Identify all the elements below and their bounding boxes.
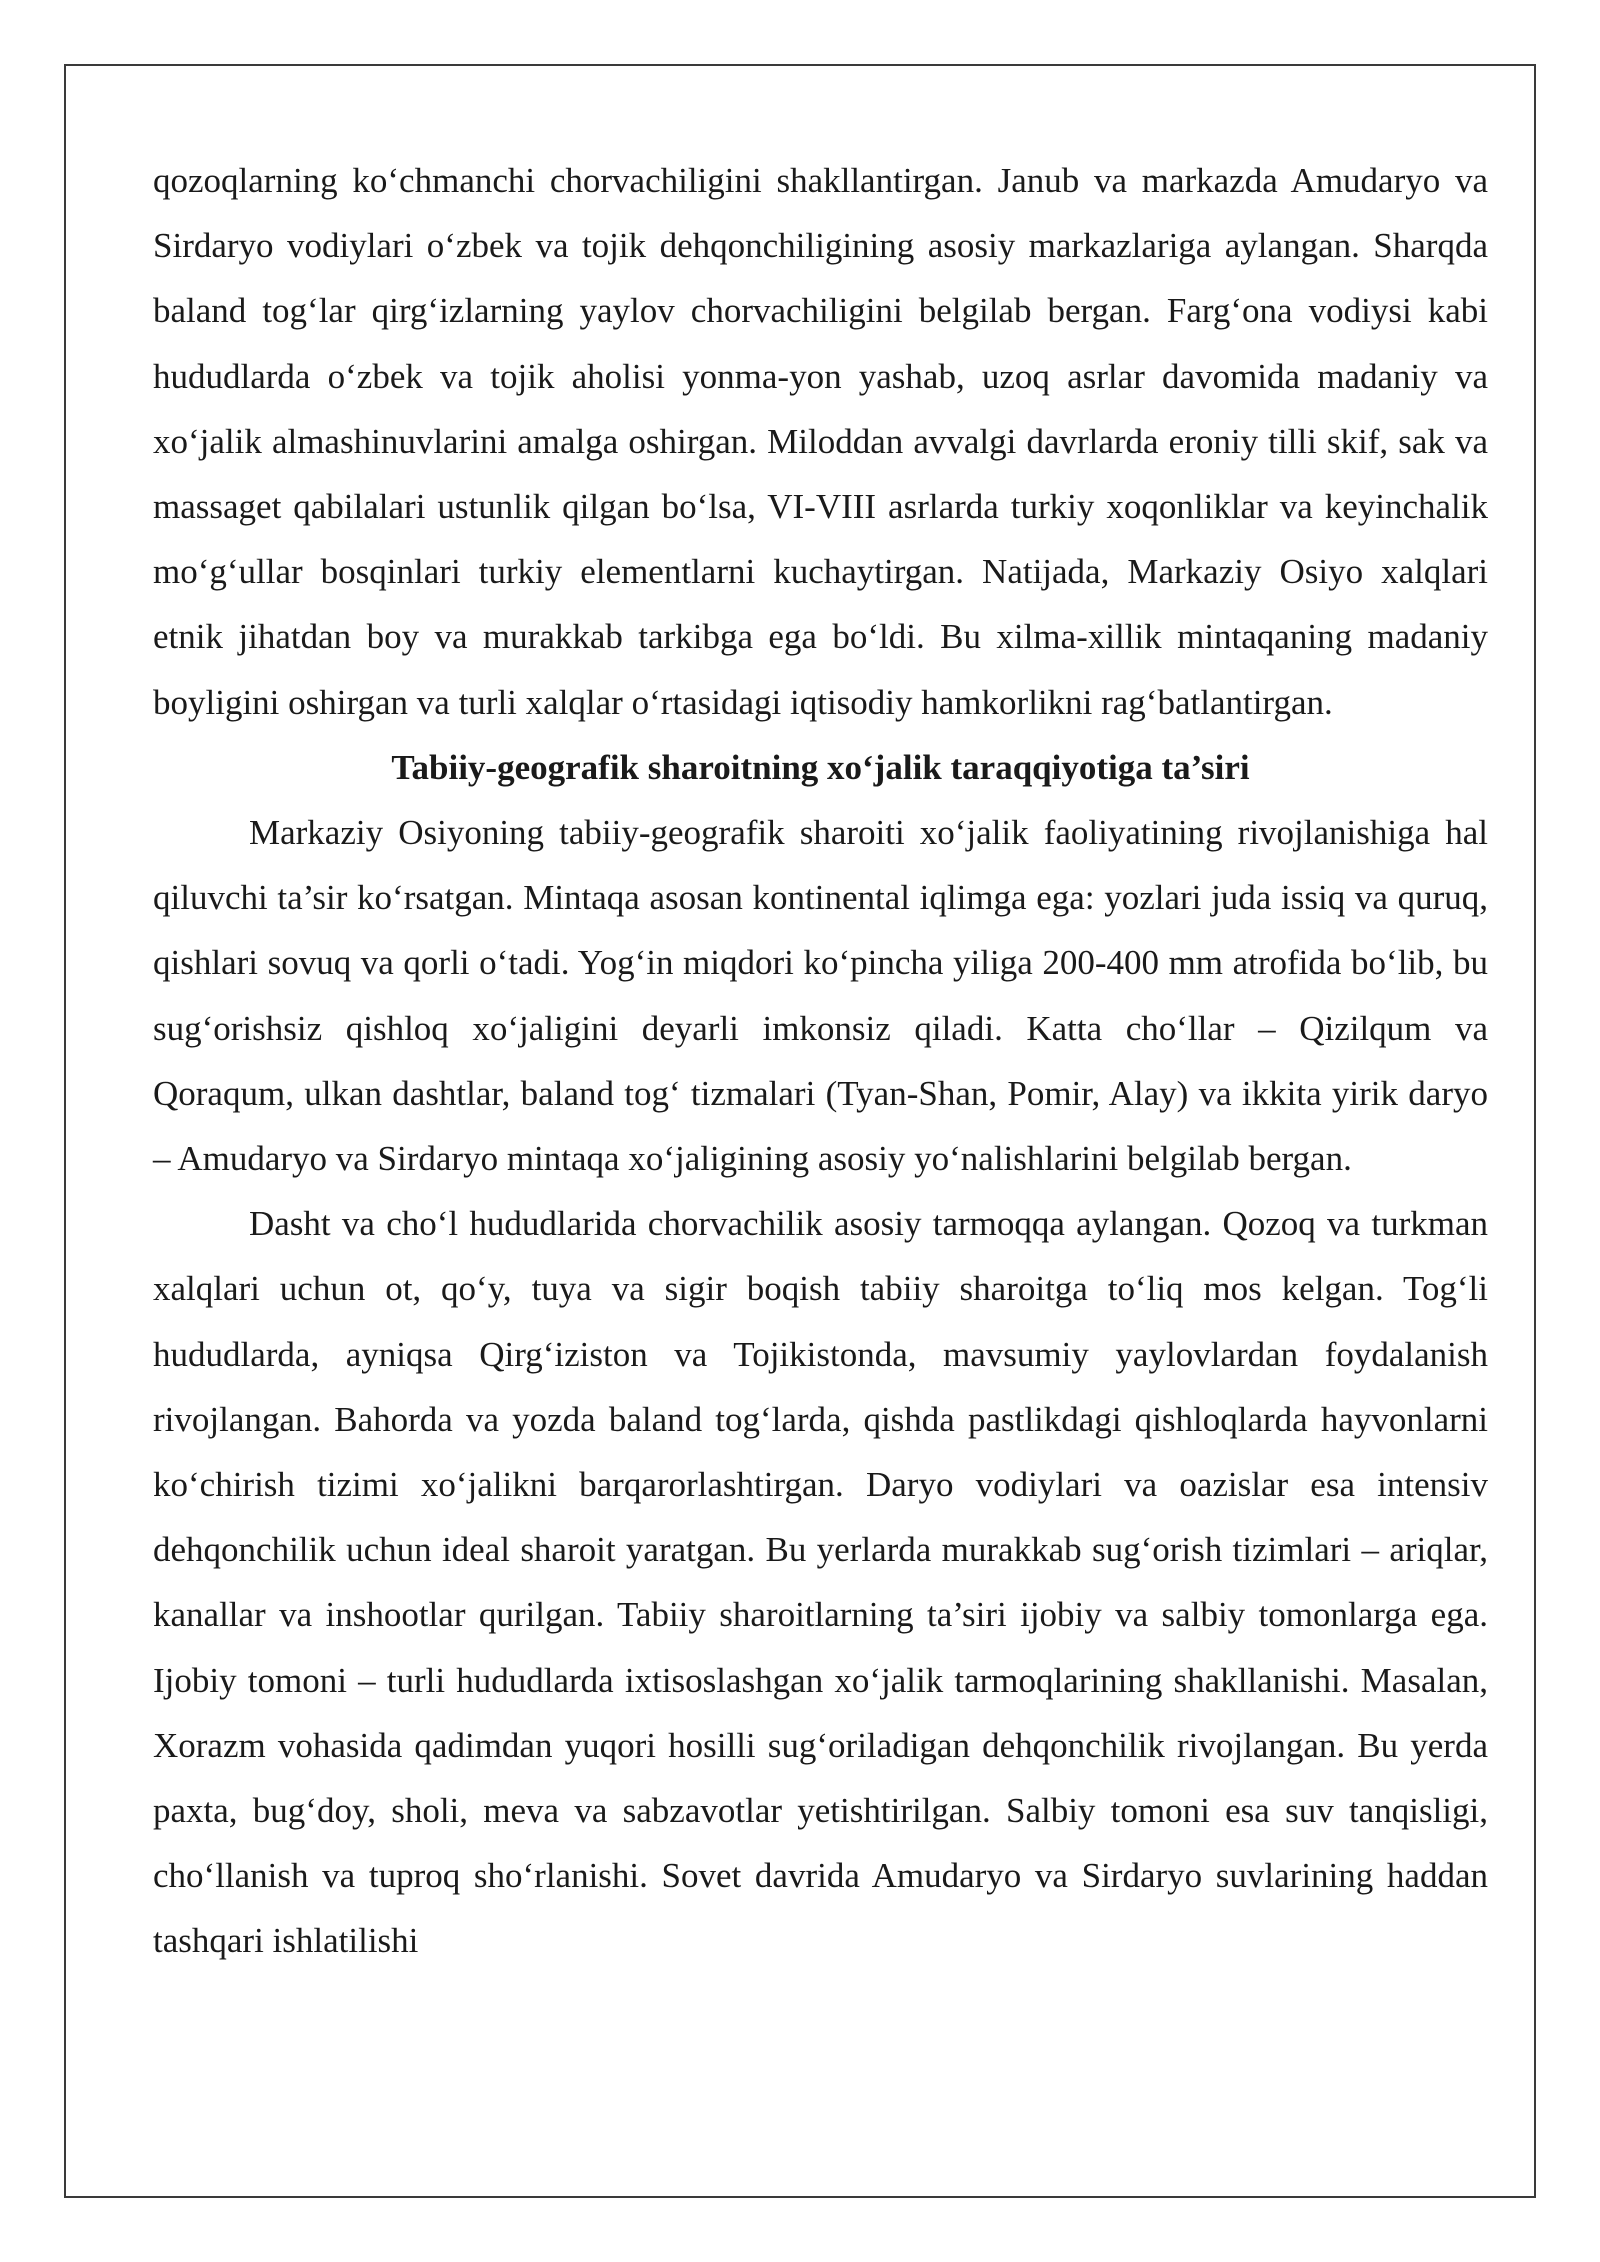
section-heading: Tabiiy-geografik sharoitning xo‘jalik taraqqiyotiga ta’siri	[391, 747, 1250, 787]
document-body	[153, 148, 1488, 1974]
paragraph-natural-conditions: Markaziy Osiyoning tabiiy-geografik sharoiti xo‘jalik faoliyatining rivojlanishiga hal qiluvchi ta’sir ko‘rsatgan. Mintaqa asosan kontinental iqlimga ega: yozlari juda issiq va quruq, qishlari sovuq va qorli o‘tadi. Yog‘in miqdori ko‘pincha yiliga 200-400 mm atrofida bo‘lib, bu sug‘orishsiz qishloq xo‘jaligini deyarli imkonsiz qiladi. Katta cho‘llar – Qizilqum va Qoraqum, ulkan dashtlar, baland tog‘ tizmalari (Tyan-Shan, Pomir, Alay) va ikkita yirik daryo – Amudaryo va Sirdaryo mintaqa xo‘jaligining asosiy yo‘nalishlarini belgilab bergan.	[153, 813, 1488, 1179]
paragraph-continuation: qozoqlarning ko‘chmanchi chorvachiligini shakllantirgan. Janub va markazda Amudaryo va Sirdaryo vodiylari o‘zbek va tojik dehqonchiligining asosiy markazlariga aylangan. Sharqda baland tog‘lar qirg‘izlarning yaylov chorvachiligini belgilab bergan. Farg‘ona vodiysi kabi hududlarda o‘zbek va tojik aholisi yonma-yon yashab, uzoq asrlar davomida madaniy va xo‘jalik almashinuvlarini amalga oshirgan. Miloddan avvalgi davrlarda eroniy tilli skif, sak va massaget qabilalari ustunlik qilgan bo‘lsa, VI-VIII asrlarda turkiy xoqonliklar va keyinchalik mo‘g‘ullar bosqinlari turkiy elementlarni kuchaytirgan. Natijada, Markaziy Osiyo xalqlari etnik jihatdan boy va murakkab tarkibga ega bo‘ldi. Bu xilma-xillik mintaqaning madaniy boyligini oshirgan va turli xalqlar o‘rtasidagi iqtisodiy hamkorlikni rag‘batlantirgan.	[153, 161, 1488, 722]
paragraph-steppe-and-desert: Dasht va cho‘l hududlarida chorvachilik asosiy tarmoqqa aylangan. Qozoq va turkman xalqlari uchun ot, qo‘y, tuya va sigir boqish tabiiy sharoitga to‘liq mos kelgan. Tog‘li hududlarda, ayniqsa Qirg‘iziston va Tojikistonda, mavsumiy yaylovlardan foydalanish rivojlangan. Bahorda va yozda baland tog‘larda, qishda pastlikdagi qishloqlarda hayvonlarni ko‘chirish tizimi xo‘jalikni barqarorlashtirgan. Daryo vodiylari va oazislar esa intensiv dehqonchilik uchun ideal sharoit yaratgan. Bu yerlarda murakkab sug‘orish tizimlari – ariqlar, kanallar va inshootlar qurilgan. Tabiiy sharoitlarning ta’siri ijobiy va salbiy tomonlarga ega. Ijobiy tomoni – turli hududlarda ixtisoslashgan xo‘jalik tarmoqlarining shakllanishi. Masalan, Xorazm vohasida qadimdan yuqori hosilli sug‘oriladigan dehqonchilik rivojlangan. Bu yerda paxta, bug‘doy, sholi, meva va sabzavotlar yetishtirilgan. Salbiy tomoni esa suv tanqisligi, cho‘llanish va tuproq sho‘rlanishi. Sovet davrida Amudaryo va Sirdaryo suvlarining haddan tashqari ishlatilishi	[153, 1204, 1488, 1961]
